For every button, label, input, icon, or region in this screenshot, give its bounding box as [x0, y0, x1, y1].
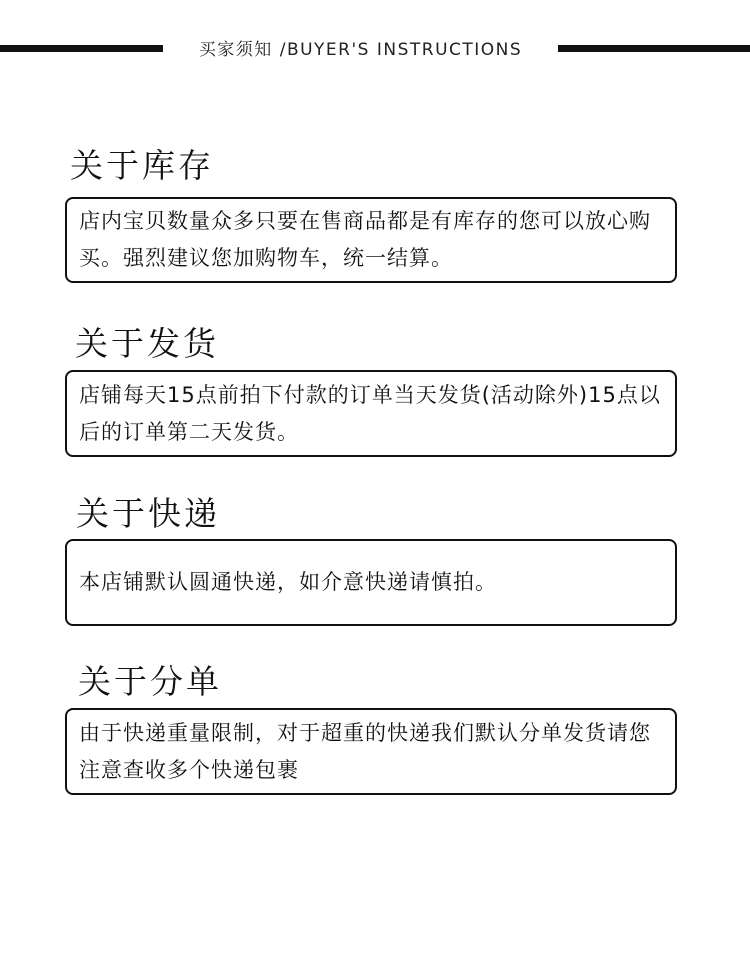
courier-notice-text: 本店铺默认圆通快递，如介意快递请慎拍。	[79, 570, 497, 594]
inventory-heading: 关于库存	[70, 146, 214, 185]
split-order-notice-text: 由于快递重量限制，对于超重的快递我们默认分单发货请您注意查收多个快递包裹	[79, 720, 651, 782]
page-title: 买家须知 /BUYER'S INSTRUCTIONS	[198, 40, 523, 60]
courier-notice-box	[65, 539, 677, 626]
shipping-heading: 关于发货	[75, 324, 219, 363]
shipping-notice-box	[65, 370, 677, 457]
header-rule-right	[558, 45, 750, 52]
courier-heading: 关于快递	[76, 494, 220, 533]
shipping-notice-text: 店铺每天15点前拍下付款的订单当天发货(活动除外)15点以后的订单第二天发货。	[79, 382, 661, 444]
split-order-notice-box	[65, 708, 677, 795]
inventory-notice-text: 店内宝贝数量众多只要在售商品都是有库存的您可以放心购买。强烈建议您加购物车，统一结算。	[79, 209, 651, 270]
header-rule-left	[0, 45, 163, 52]
inventory-notice-box	[65, 197, 677, 283]
split-order-heading: 关于分单	[78, 662, 222, 701]
